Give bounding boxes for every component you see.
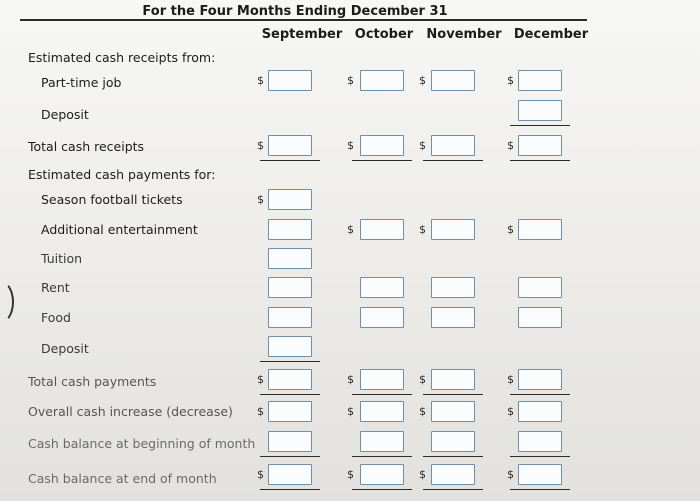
rent-november-input[interactable] bbox=[431, 277, 475, 298]
part-time-job-december-input[interactable] bbox=[518, 70, 562, 91]
ending-balance-november-input[interactable] bbox=[431, 464, 475, 485]
currency-symbol: $ bbox=[419, 139, 426, 152]
total-rule bbox=[510, 125, 570, 126]
total-receipts-november-input[interactable] bbox=[431, 135, 475, 156]
total-rule bbox=[260, 361, 320, 362]
beginning-balance-september-input[interactable] bbox=[268, 431, 312, 452]
receipts-header-label: Estimated cash receipts from: bbox=[28, 50, 216, 65]
column-header-september: September bbox=[261, 27, 343, 42]
total-rule bbox=[260, 489, 320, 490]
tuition-september-input[interactable] bbox=[268, 248, 312, 269]
food-december-input[interactable] bbox=[518, 307, 562, 328]
season-tickets-september-input[interactable] bbox=[268, 189, 312, 210]
currency-symbol: $ bbox=[507, 139, 514, 152]
total-rule bbox=[352, 456, 412, 457]
entertainment-september-input[interactable] bbox=[268, 219, 312, 240]
total-payments-september-input[interactable] bbox=[268, 369, 312, 390]
total-rule bbox=[510, 394, 570, 395]
column-header-november: November bbox=[426, 27, 502, 42]
total-payments-december-input[interactable] bbox=[518, 369, 562, 390]
total-receipts-label: Total cash receipts bbox=[28, 139, 145, 154]
total-rule bbox=[352, 394, 412, 395]
currency-symbol: $ bbox=[419, 468, 426, 481]
overall-change-label: Overall cash increase (decrease) bbox=[28, 404, 233, 419]
entertainment-november-input[interactable] bbox=[431, 219, 475, 240]
ending-balance-october-input[interactable] bbox=[360, 464, 404, 485]
total-rule bbox=[510, 160, 570, 161]
total-receipts-december-input[interactable] bbox=[518, 135, 562, 156]
ending-balance-december-input[interactable] bbox=[518, 464, 562, 485]
currency-symbol: $ bbox=[257, 193, 264, 206]
total-rule bbox=[510, 489, 570, 490]
overall-change-november-input[interactable] bbox=[431, 401, 475, 422]
currency-symbol: $ bbox=[419, 74, 426, 87]
total-rule bbox=[423, 456, 483, 457]
title-underline bbox=[20, 19, 587, 21]
beginning-balance-november-input[interactable] bbox=[431, 431, 475, 452]
currency-symbol: $ bbox=[507, 468, 514, 481]
currency-symbol: $ bbox=[347, 468, 354, 481]
total-rule bbox=[352, 160, 412, 161]
part-time-job-november-input[interactable] bbox=[431, 70, 475, 91]
ending-balance-september-input[interactable] bbox=[268, 464, 312, 485]
total-rule bbox=[423, 394, 483, 395]
currency-symbol: $ bbox=[419, 405, 426, 418]
entertainment-december-input[interactable] bbox=[518, 219, 562, 240]
currency-symbol: $ bbox=[507, 373, 514, 386]
currency-symbol: $ bbox=[257, 74, 264, 87]
entertainment-october-input[interactable] bbox=[360, 219, 404, 240]
food-november-input[interactable] bbox=[431, 307, 475, 328]
total-rule bbox=[423, 489, 483, 490]
food-september-input[interactable] bbox=[268, 307, 312, 328]
total-receipts-september-input[interactable] bbox=[268, 135, 312, 156]
total-payments-november-input[interactable] bbox=[431, 369, 475, 390]
currency-symbol: $ bbox=[347, 405, 354, 418]
part-time-job-october-input[interactable] bbox=[360, 70, 404, 91]
overall-change-december-input[interactable] bbox=[518, 401, 562, 422]
total-rule bbox=[510, 456, 570, 457]
currency-symbol: $ bbox=[347, 373, 354, 386]
total-receipts-october-input[interactable] bbox=[360, 135, 404, 156]
column-header-october: October bbox=[354, 27, 414, 42]
overall-change-september-input[interactable] bbox=[268, 401, 312, 422]
food-label: Food bbox=[41, 310, 71, 325]
total-rule bbox=[352, 489, 412, 490]
currency-symbol: $ bbox=[257, 468, 264, 481]
deposit-payment-label: Deposit bbox=[41, 341, 89, 356]
column-header-december: December bbox=[513, 27, 589, 42]
total-payments-label: Total cash payments bbox=[28, 374, 157, 389]
season-tickets-label: Season football tickets bbox=[41, 192, 183, 207]
beginning-balance-december-input[interactable] bbox=[518, 431, 562, 452]
part-time-job-september-input[interactable] bbox=[268, 70, 312, 91]
deposit-payment-september-input[interactable] bbox=[268, 336, 312, 357]
currency-symbol: $ bbox=[347, 223, 354, 236]
currency-symbol: $ bbox=[419, 373, 426, 386]
currency-symbol: $ bbox=[257, 405, 264, 418]
deposit-receipt-december-input[interactable] bbox=[518, 100, 562, 121]
total-rule bbox=[260, 160, 320, 161]
total-rule bbox=[423, 160, 483, 161]
currency-symbol: $ bbox=[507, 405, 514, 418]
beginning-balance-label: Cash balance at beginning of month bbox=[28, 436, 256, 451]
food-october-input[interactable] bbox=[360, 307, 404, 328]
ending-balance-label: Cash balance at end of month bbox=[28, 471, 217, 486]
currency-symbol: $ bbox=[257, 139, 264, 152]
table-title: For the Four Months Ending December 31 bbox=[142, 4, 448, 19]
binder-edge-shape bbox=[0, 280, 14, 324]
rent-september-input[interactable] bbox=[268, 277, 312, 298]
rent-december-input[interactable] bbox=[518, 277, 562, 298]
entertainment-label: Additional entertainment bbox=[41, 222, 198, 237]
currency-symbol: $ bbox=[507, 223, 514, 236]
payments-header-label: Estimated cash payments for: bbox=[28, 167, 216, 182]
rent-october-input[interactable] bbox=[360, 277, 404, 298]
currency-symbol: $ bbox=[347, 74, 354, 87]
beginning-balance-october-input[interactable] bbox=[360, 431, 404, 452]
total-payments-october-input[interactable] bbox=[360, 369, 404, 390]
rent-label: Rent bbox=[41, 280, 70, 295]
currency-symbol: $ bbox=[347, 139, 354, 152]
total-rule bbox=[260, 394, 320, 395]
overall-change-october-input[interactable] bbox=[360, 401, 404, 422]
total-rule bbox=[260, 456, 320, 457]
currency-symbol: $ bbox=[507, 74, 514, 87]
currency-symbol: $ bbox=[257, 373, 264, 386]
deposit-receipt-label: Deposit bbox=[41, 107, 89, 122]
currency-symbol: $ bbox=[419, 223, 426, 236]
tuition-label: Tuition bbox=[41, 251, 83, 266]
part-time-job-label: Part-time job bbox=[41, 75, 122, 90]
